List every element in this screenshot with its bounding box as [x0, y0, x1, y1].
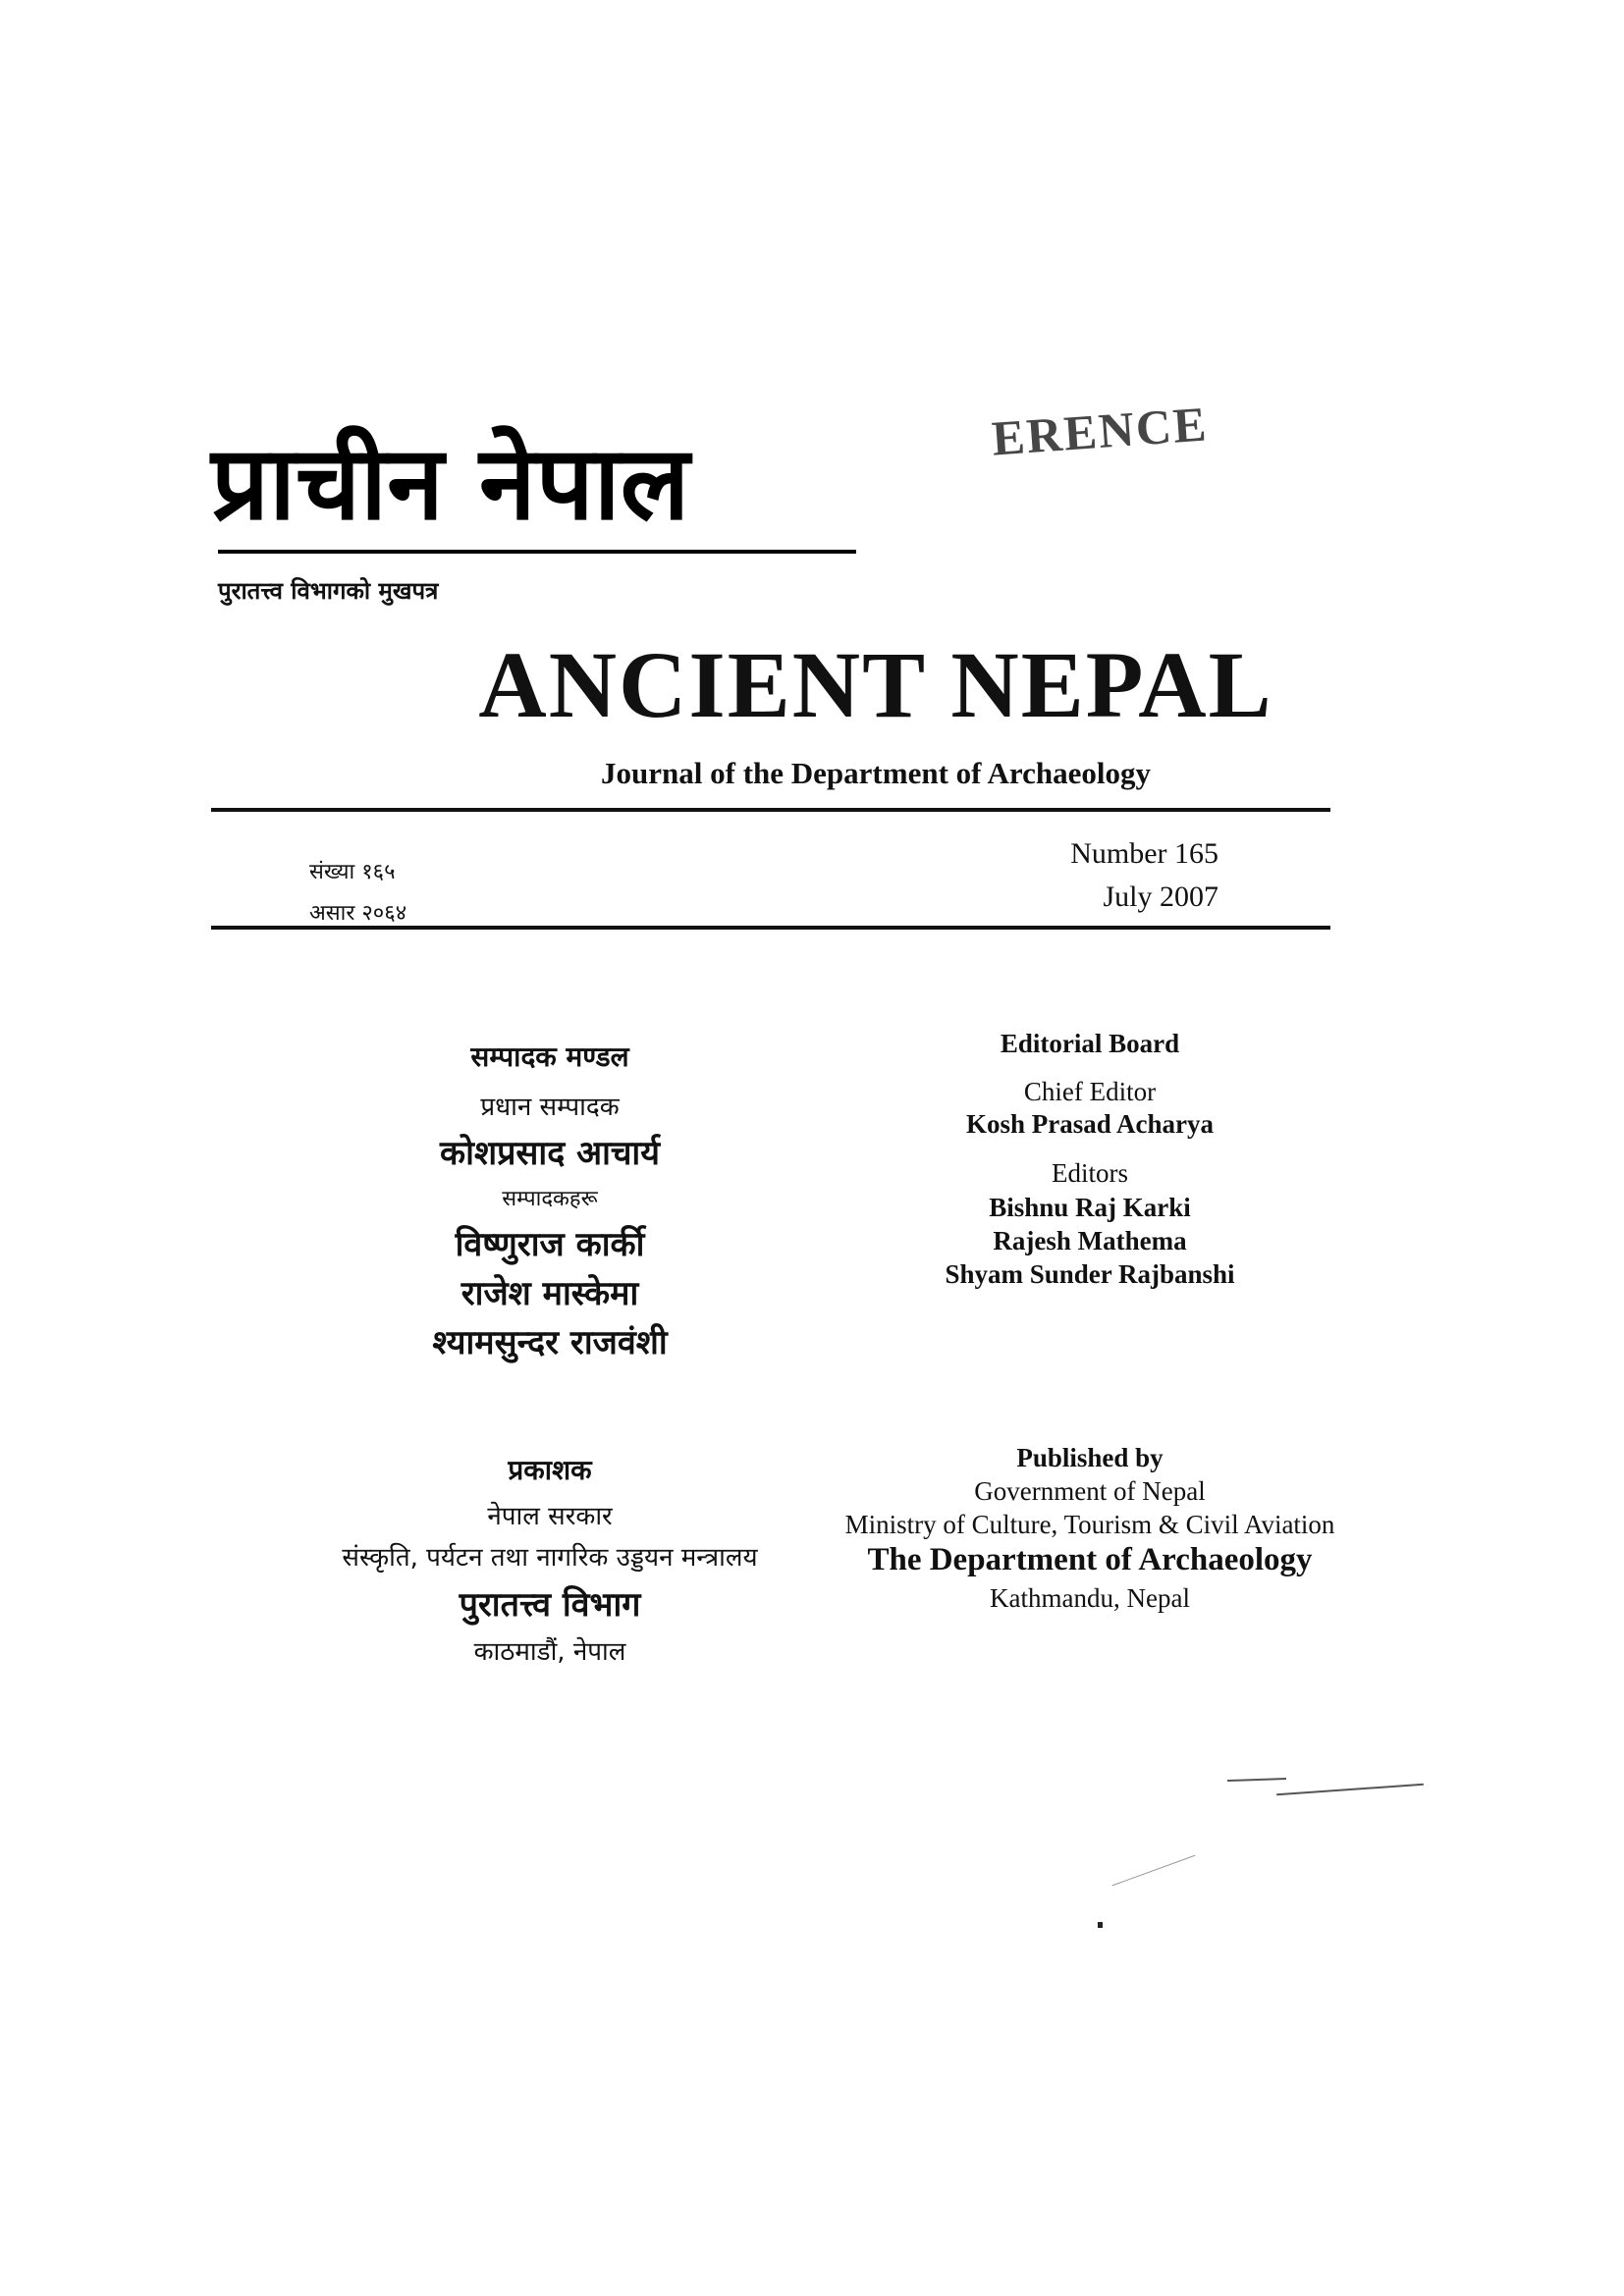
editor-name: Bishnu Raj Karki: [989, 1193, 1191, 1222]
publisher-heading-nepali: प्रकाशक: [508, 1454, 592, 1486]
editors-label-nepali: सम्पादकहरू: [502, 1187, 598, 1211]
publisher-line-nepali: नेपाल सरकार: [487, 1502, 613, 1531]
publisher-line: Government of Nepal: [974, 1476, 1206, 1506]
scan-dot: [1098, 1922, 1103, 1928]
publisher-line-nepali: संस्कृति, पर्यटन तथा नागरिक उड्डयन मन्त्रालय: [342, 1543, 758, 1573]
editorial-heading: Editorial Board: [1000, 1029, 1180, 1058]
editors-label: Editors: [1052, 1158, 1128, 1188]
editor-name-nepali: श्यामसुन्दर राजवंशी: [432, 1323, 668, 1362]
masthead-nepali-subtitle: पुरातत्त्व विभागको मुखपत्र: [218, 577, 439, 605]
editor-name: Rajesh Mathema: [993, 1226, 1187, 1255]
publisher-location-nepali: काठमाडौं, नेपाल: [473, 1637, 626, 1667]
chief-editor-name: Kosh Prasad Acharya: [965, 1109, 1215, 1139]
issue-number-nepali: संख्या १६५: [309, 860, 396, 884]
publisher-department: The Department of Archaeology: [867, 1542, 1313, 1577]
masthead-underline: [218, 550, 856, 554]
journal-title: ANCIENT NEPAL: [478, 632, 1273, 737]
publisher-location: Kathmandu, Nepal: [990, 1583, 1190, 1613]
publisher-heading: Published by: [1016, 1443, 1164, 1472]
editor-name-nepali: विष्णुराज कार्की: [455, 1225, 645, 1264]
chief-editor-label-nepali: प्रधान सम्पादक: [480, 1093, 620, 1122]
publisher-line: Ministry of Culture, Tourism & Civil Aviation: [844, 1510, 1335, 1539]
issue-number: Number 165: [1070, 837, 1218, 870]
publisher-department-nepali: पुरातत्त्व विभाग: [459, 1585, 641, 1625]
scan-mark: [1276, 1784, 1424, 1795]
issue-date: July 2007: [1103, 881, 1218, 913]
editorial-heading-nepali: सम्पादक मण्डल: [470, 1041, 629, 1073]
journal-subtitle: Journal of the Department of Archaeology: [601, 756, 1151, 790]
scan-mark: [1112, 1855, 1196, 1887]
chief-editor-label: Chief Editor: [1023, 1077, 1157, 1106]
chief-editor-name-nepali: कोशप्रसाद आचार्य: [440, 1134, 660, 1173]
issue-date-nepali: असार २०६४: [309, 901, 407, 926]
bottom-rule: [211, 926, 1330, 930]
top-rule: [211, 808, 1330, 812]
masthead-nepali-title: प्राचीन नेपाल: [211, 423, 690, 543]
scan-mark: [1227, 1778, 1286, 1782]
editor-name-nepali: राजेश मास्केमा: [460, 1274, 639, 1313]
reference-stamp: ERENCE: [990, 396, 1211, 466]
editor-name: Shyam Sunder Rajbanshi: [945, 1259, 1235, 1289]
